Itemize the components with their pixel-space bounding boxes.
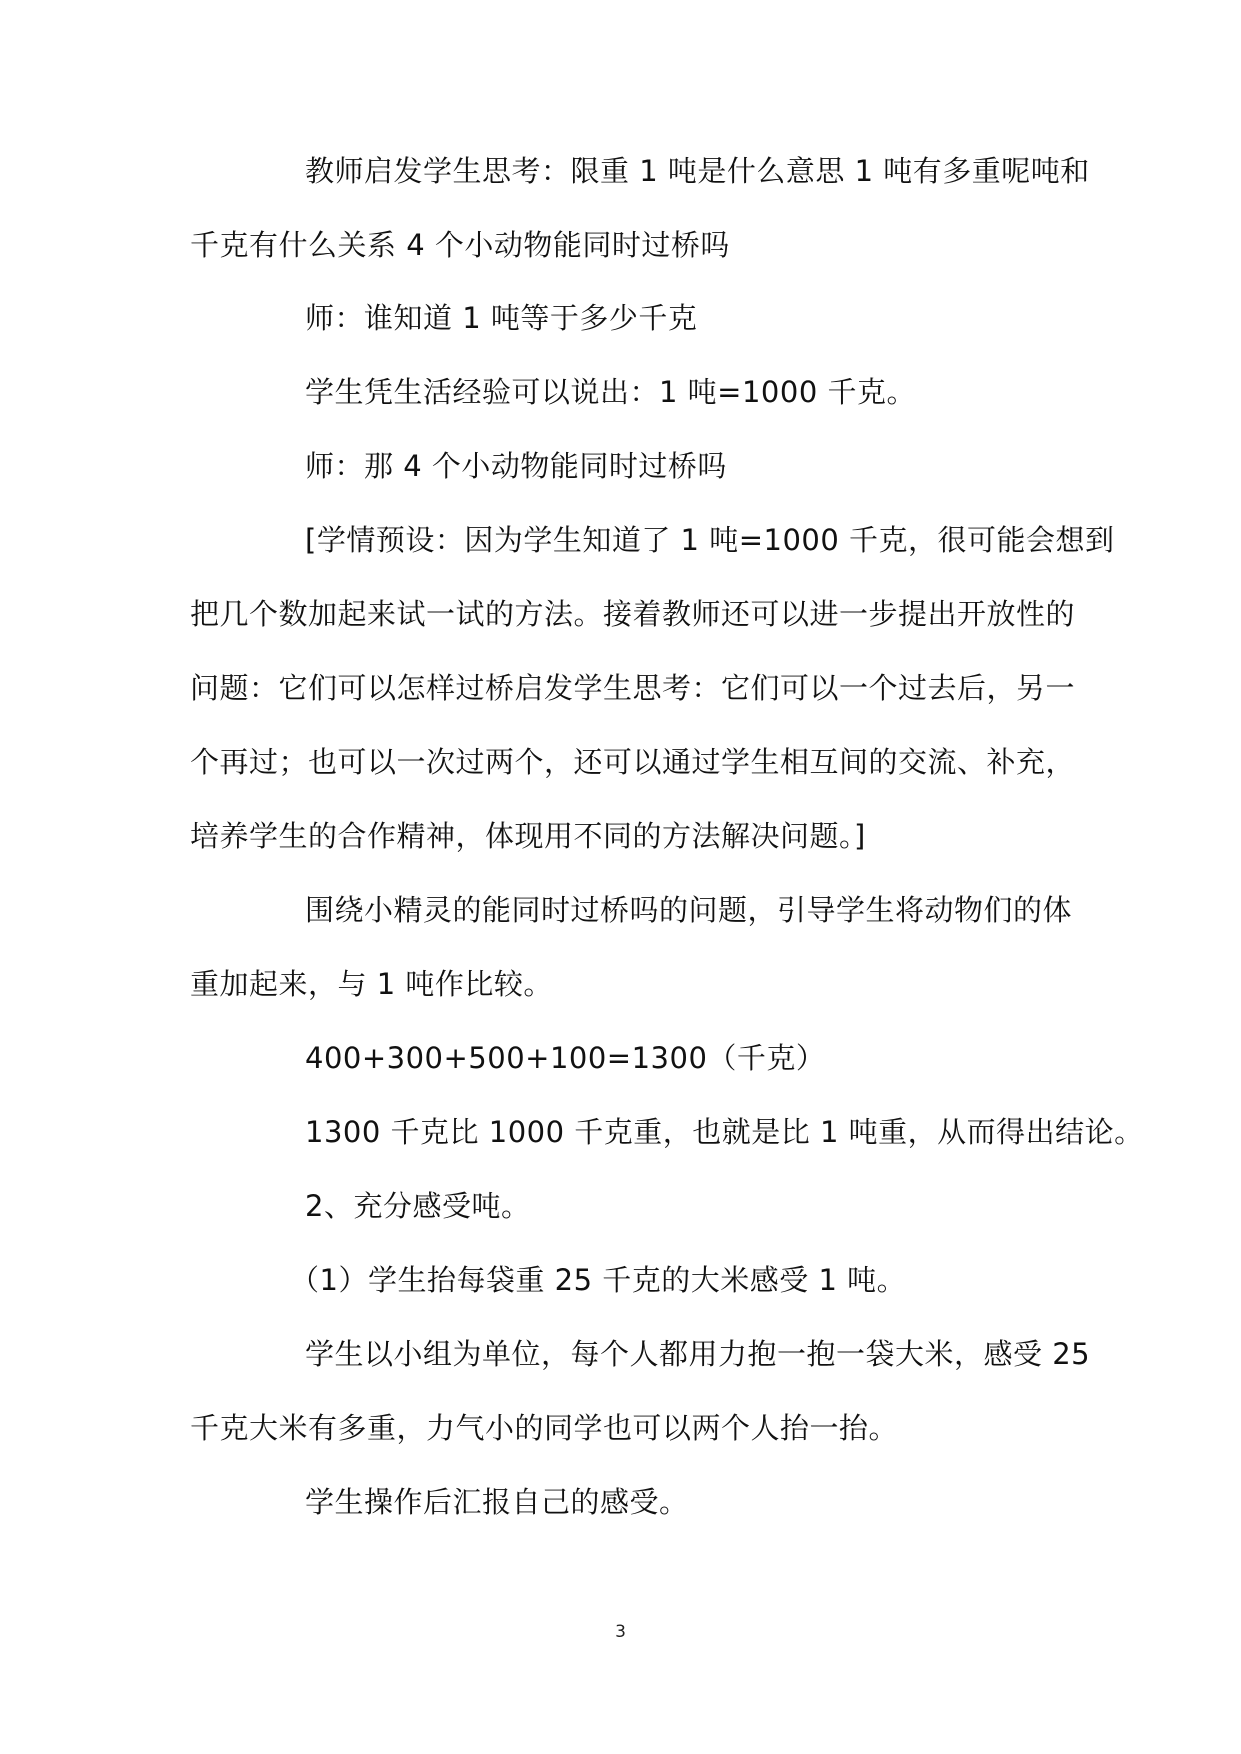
paragraph-6-line-1: 围绕小精灵的能同时过桥吗的问题，引导学生将动物们的体	[305, 893, 1073, 927]
paragraph-4: 师：那 4 个小动物能同时过桥吗	[305, 449, 727, 483]
paragraph-5-line-1: [学情预设：因为学生知道了 1 吨=1000 千克，很可能会想到	[305, 523, 1115, 557]
paragraph-3: 学生凭生活经验可以说出：1 吨=1000 千克。	[305, 375, 916, 409]
paragraph-5-line-3: 问题：它们可以怎样过桥启发学生思考：它们可以一个过去后，另一	[190, 671, 1076, 705]
paragraph-9-heading: 2、充分感受吨。	[305, 1189, 531, 1223]
paragraph-5-line-4: 个再过；也可以一次过两个，还可以通过学生相互间的交流、补充，	[190, 745, 1076, 779]
paragraph-11-line-1: 学生以小组为单位，每个人都用力抱一抱一袋大米，感受 25	[305, 1337, 1091, 1371]
paragraph-7-equation: 400+300+500+100=1300（千克）	[305, 1041, 826, 1075]
page-number: 3	[615, 1622, 626, 1642]
paragraph-11-line-2: 千克大米有多重，力气小的同学也可以两个人抬一抬。	[190, 1411, 899, 1445]
paragraph-5-line-5: 培养学生的合作精神，体现用不同的方法解决问题。]	[190, 819, 866, 853]
paragraph-5-line-2: 把几个数加起来试一试的方法。接着教师还可以进一步提出开放性的	[190, 597, 1076, 631]
paragraph-6-line-2: 重加起来，与 1 吨作比较。	[190, 967, 553, 1001]
paragraph-8: 1300 千克比 1000 千克重，也就是比 1 吨重，从而得出结论。	[305, 1115, 1144, 1149]
paragraph-1-line-1: 教师启发学生思考：限重 1 吨是什么意思 1 吨有多重呢吨和	[305, 154, 1090, 188]
paragraph-2: 师：谁知道 1 吨等于多少千克	[305, 301, 698, 335]
paragraph-10: （1）学生抬每袋重 25 千克的大米感受 1 吨。	[290, 1263, 907, 1297]
paragraph-12: 学生操作后汇报自己的感受。	[305, 1485, 689, 1519]
paragraph-1-line-2: 千克有什么关系 4 个小动物能同时过桥吗	[190, 228, 730, 262]
